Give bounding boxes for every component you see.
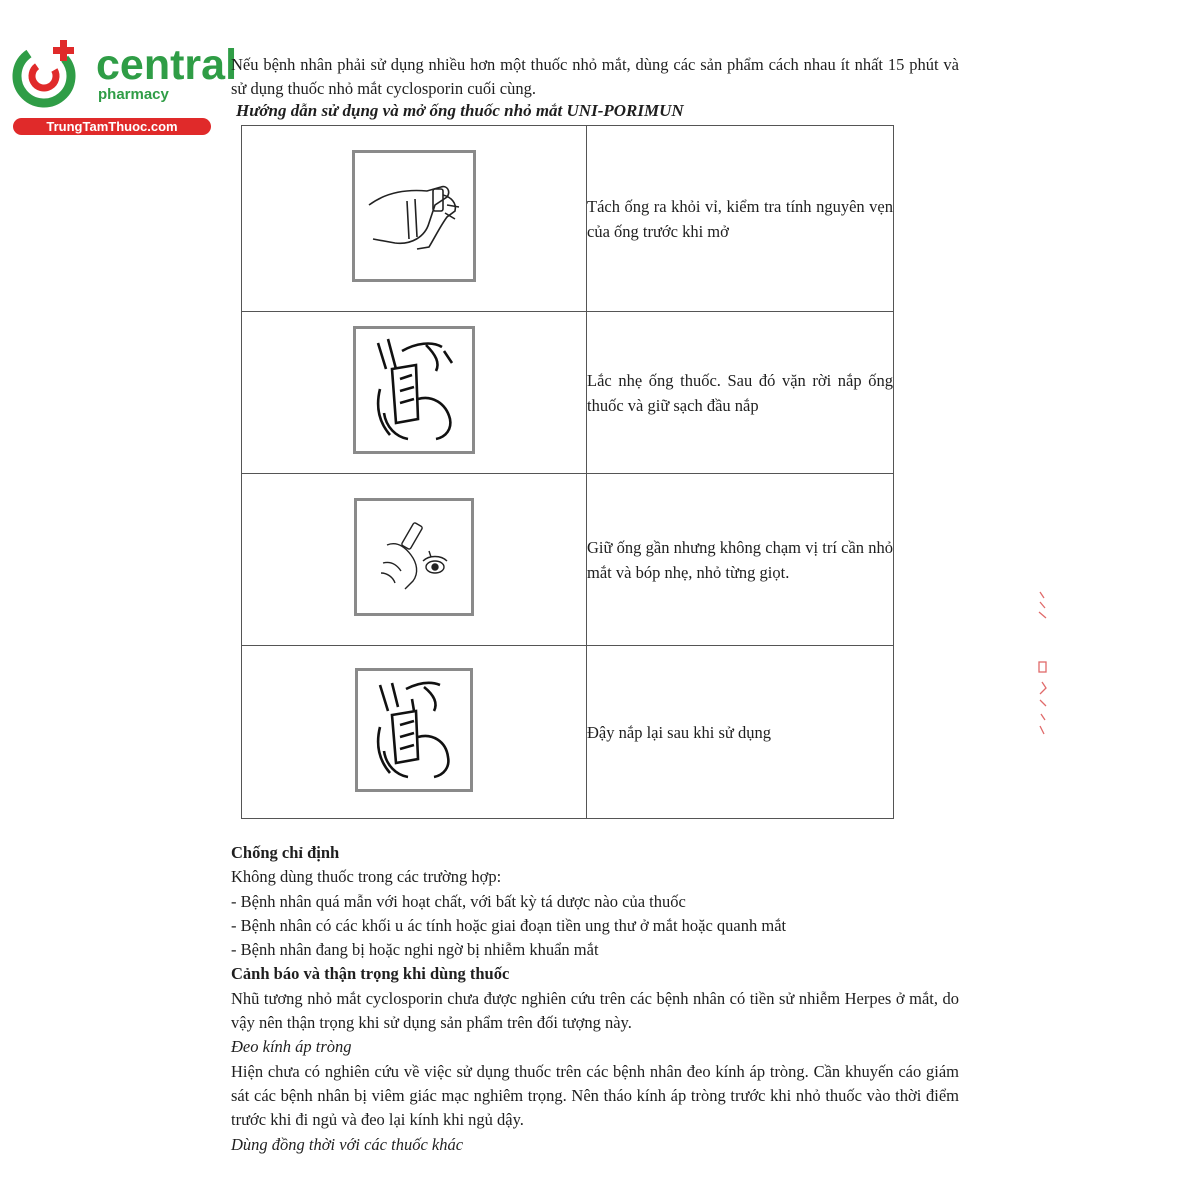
contraindication-heading: Chống chỉ định — [231, 843, 340, 862]
hands-twist-cap-icon — [353, 326, 475, 454]
contraindication-item: - Bệnh nhân đang bị hoặc nghi ngờ bị nhiễm khuẩn mắt — [231, 940, 599, 960]
instruction-table — [241, 125, 894, 819]
step-text-3: Giữ ống gần nhưng không chạm vị trí cần nhỏ mắt và bóp nhẹ, nhỏ từng giọt. — [587, 474, 894, 646]
hands-close-cap-icon — [355, 668, 473, 792]
brand-sub: pharmacy — [98, 86, 169, 103]
contraindication-lead: Không dùng thuốc trong các trường hợp: — [231, 867, 502, 887]
step-text-1: Tách ống ra khỏi vỉ, kiểm tra tính nguyên vẹn của ống trước khi mở — [587, 126, 894, 312]
lens-heading: Đeo kính áp tròng — [231, 1037, 352, 1057]
step-image-cell — [242, 126, 587, 312]
contraindication-item: - Bệnh nhân quá mẫn với hoạt chất, với bất kỳ tá dược nào của thuốc — [231, 891, 686, 911]
step-row-1 — [242, 126, 894, 312]
hands-tear-ampoule-icon — [352, 150, 476, 282]
brand-name: central — [96, 41, 238, 89]
contraindication-item: - Bệnh nhân có các khối u ác tính hoặc giai đoạn tiền ung thư ở mắt hoặc quanh mắt — [231, 915, 787, 935]
step-row-4 — [242, 646, 894, 819]
step-image-cell — [242, 646, 587, 819]
lens-text: Hiện chưa có nghiên cứu về việc sử dụng thuốc trên các bệnh nhân đeo kính áp tròng. Cần khuyến cáo giám sát các bệnh nhân bị viêm giác mạc nghiêm trọng. Nên tháo kính áp tròng trước khi nhỏ thuốc vào thời điểm trước khi đi ngủ và đeo lại kính khi ngủ dậy. — [231, 1061, 959, 1130]
intro-paragraph: Nếu bệnh nhân phải sử dụng nhiều hơn một thuốc nhỏ mắt, dùng các sản phẩm cách nhau ít nhất 15 phút và sử dụng thuốc nhỏ mắt cyclosporin cuối cùng. — [231, 55, 959, 98]
warning-text: Nhũ tương nhỏ mắt cyclosporin chưa được nghiên cứu trên các bệnh nhân có tiền sử nhiễm Herpes ở mắt, do vậy nên thận trọng khi sử dụng sản phẩm trên đối tượng này. — [231, 988, 959, 1033]
body-text — [231, 841, 959, 1157]
guide-title: Hướng dẫn sử dụng và mở ống thuốc nhỏ mắt UNI-PORIMUN — [236, 101, 684, 120]
step-image-cell — [242, 312, 587, 474]
step-image-cell — [242, 474, 587, 646]
step-row-2 — [242, 312, 894, 474]
step-text-4: Đậy nắp lại sau khi sử dụng — [587, 646, 894, 819]
brand-website-badge[interactable]: TrungTamThuoc.com — [13, 118, 211, 135]
concurrent-heading: Dùng đồng thời với các thuốc khác — [231, 1134, 464, 1154]
brand-logo — [10, 38, 238, 138]
eye-drop-icon — [354, 498, 474, 616]
step-text-2: Lắc nhẹ ống thuốc. Sau đó vặn rời nắp ống thuốc và giữ sạch đầu nắp — [587, 312, 894, 474]
warning-heading: Cảnh báo và thận trọng khi dùng thuốc — [231, 964, 510, 984]
step-row-3 — [242, 474, 894, 646]
red-stamp-mark-icon — [1036, 588, 1050, 738]
central-pharmacy-logo-icon — [10, 38, 80, 108]
